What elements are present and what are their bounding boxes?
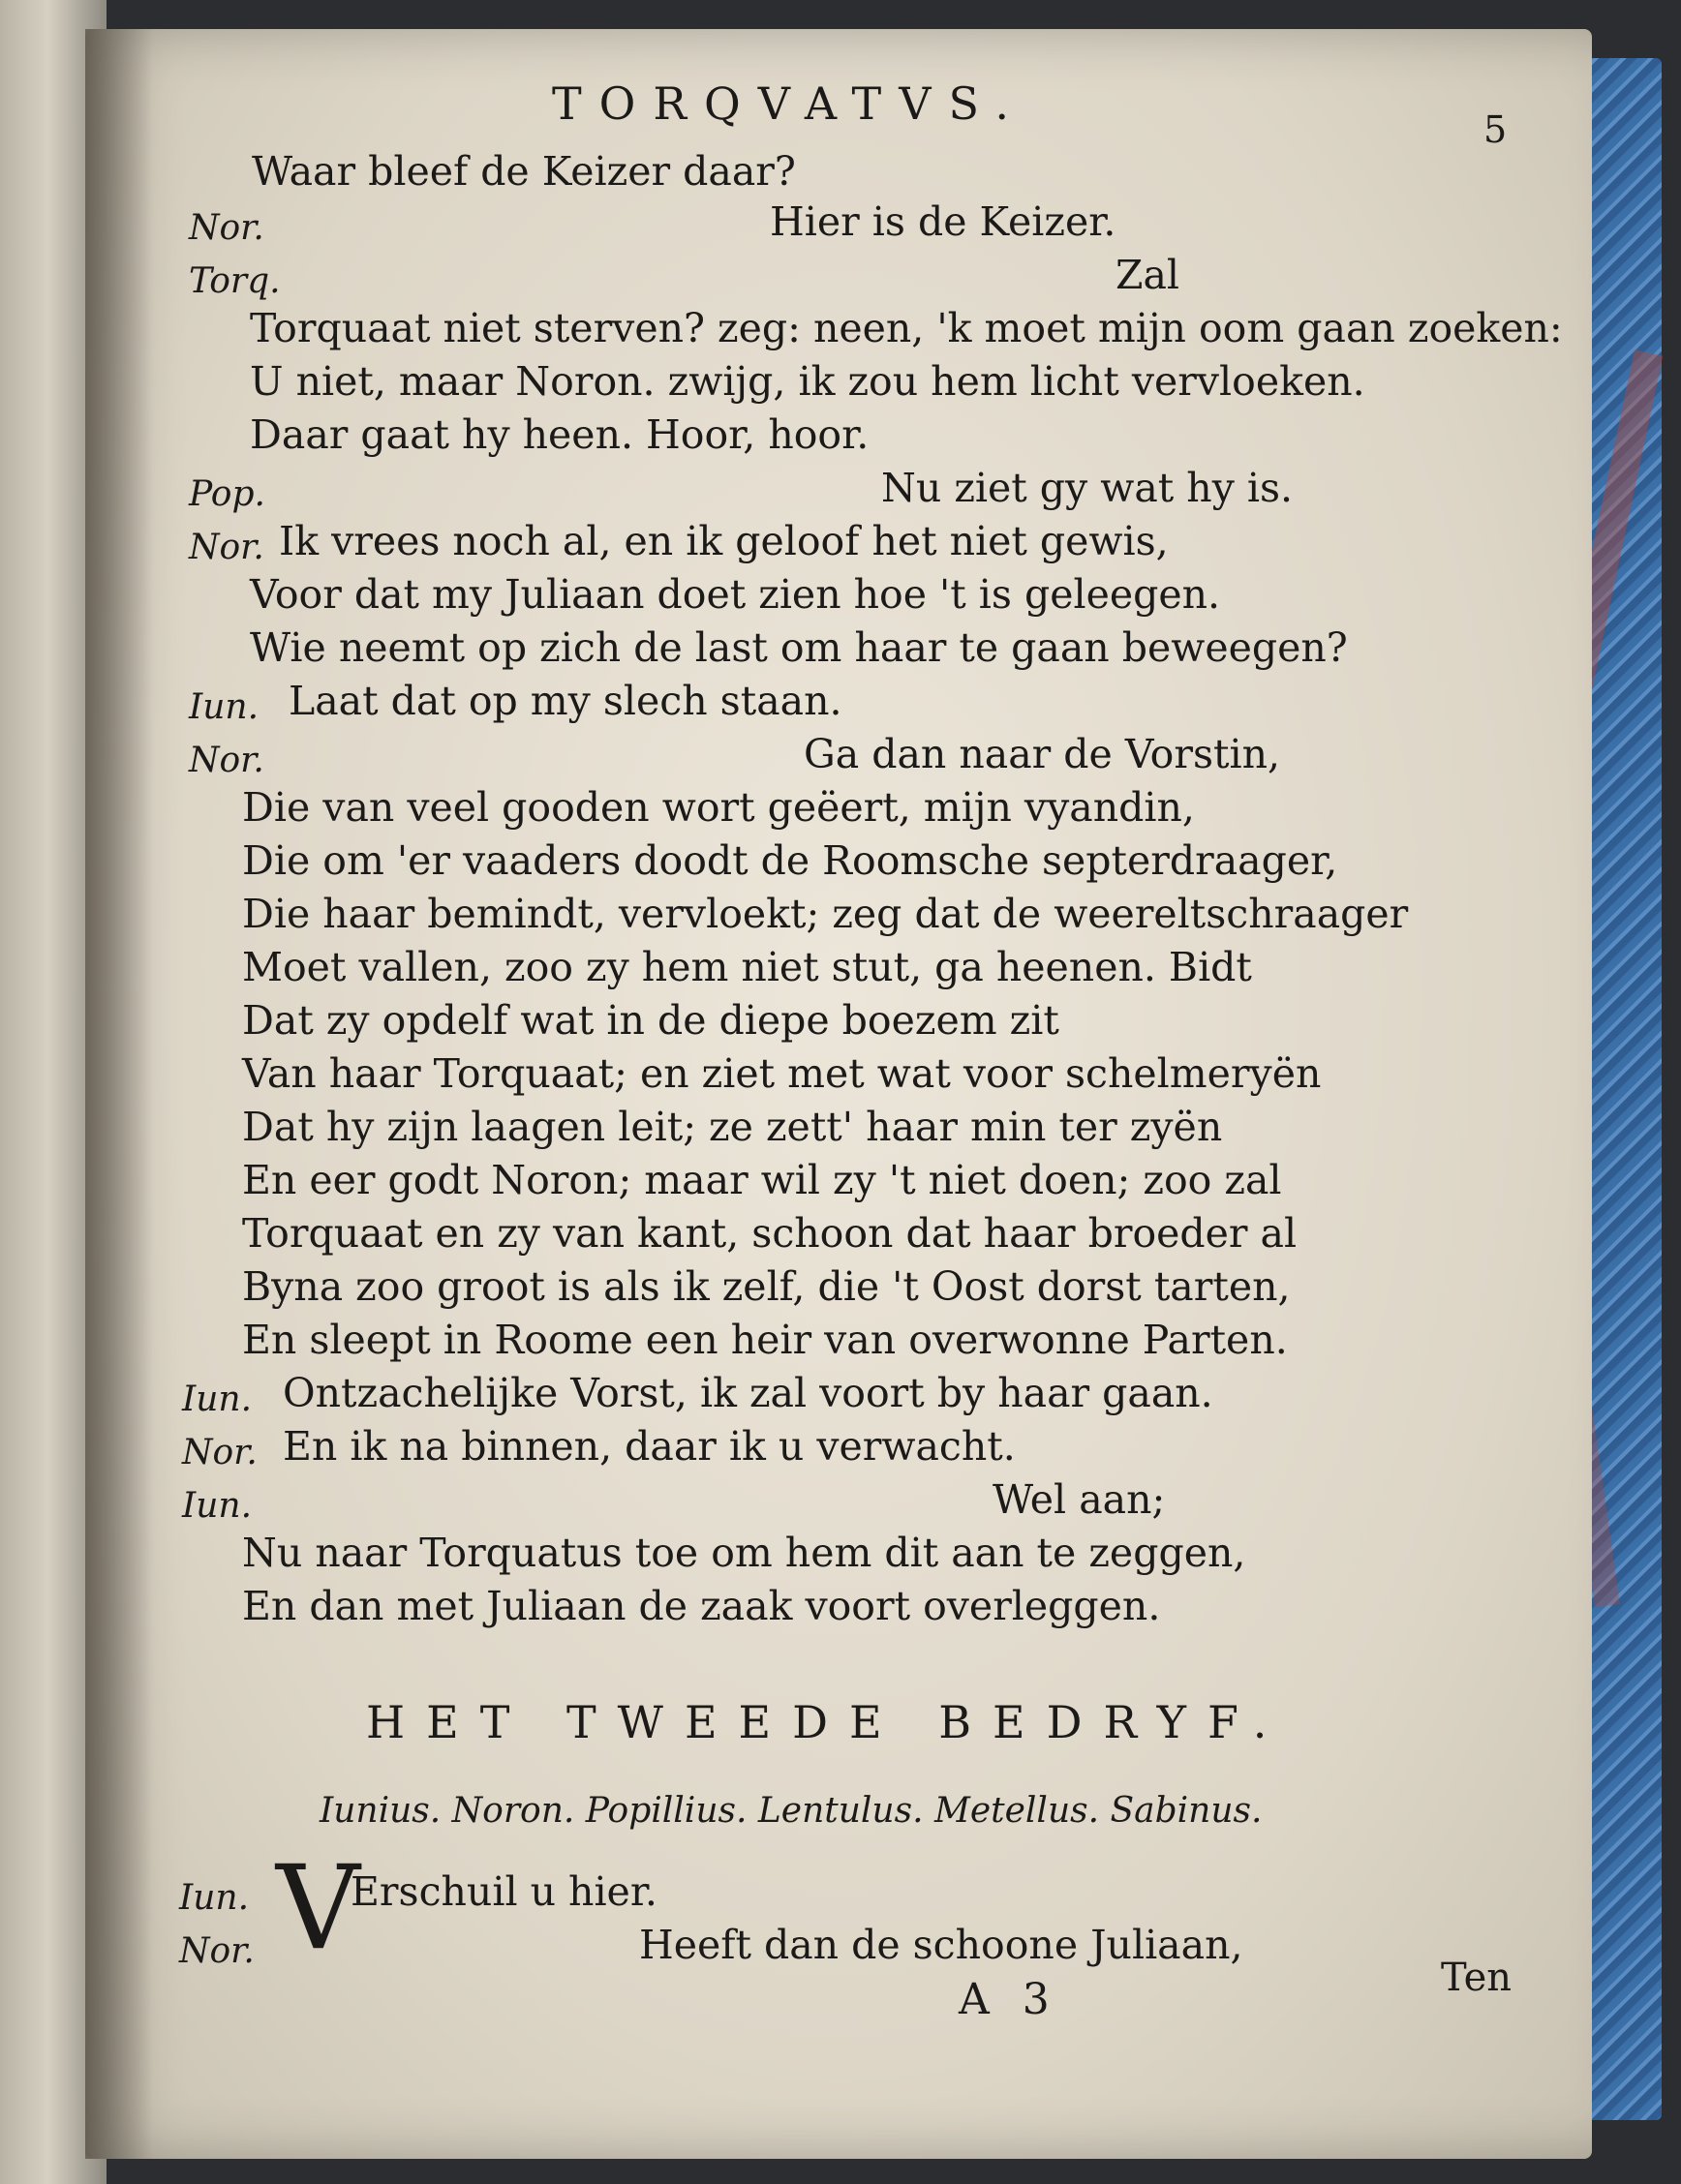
verse-line: Heeft dan de schoone Juliaan, bbox=[639, 1922, 1243, 1968]
speaker-label: Iun. bbox=[182, 1486, 253, 1526]
speaker-label: Nor. bbox=[182, 1433, 258, 1472]
verse-line: Dat zy opdelf wat in de diepe boezem zit bbox=[242, 997, 1059, 1044]
verse-line: En sleept in Roome een heir van overwonne Parten. bbox=[242, 1317, 1288, 1363]
verse-line: Waar bleef de Keizer daar? bbox=[252, 148, 796, 195]
verse-line: U niet, maar Noron. zwijg, ik zou hem licht vervloeken. bbox=[250, 358, 1365, 405]
verse-line: Torquaat niet sterven? zeg: neen, 'k moet mijn oom gaan zoeken: bbox=[250, 305, 1563, 351]
speaker-label: Iun. bbox=[189, 687, 260, 727]
verse-line: En dan met Juliaan de zaak voort overleggen. bbox=[242, 1583, 1161, 1629]
running-head: TORQVATVS. bbox=[552, 77, 1026, 130]
verse-line: Nu ziet gy wat hy is. bbox=[881, 465, 1294, 511]
verse-line: Nu naar Torquatus toe om hem dit aan te zeggen, bbox=[242, 1530, 1246, 1576]
verse-line: Die haar bemindt, vervloekt; zeg dat de weereltschraager bbox=[242, 891, 1409, 937]
verse-line: Hier is de Keizer. bbox=[770, 198, 1116, 245]
verse-line: Wel aan; bbox=[993, 1476, 1166, 1523]
speaker-label: Nor. bbox=[189, 528, 264, 567]
verse-line: Ik vrees noch al, en ik geloof het niet gewis, bbox=[279, 518, 1169, 564]
signature-mark: A 3 bbox=[959, 1975, 1059, 2024]
verse-line: Voor dat my Juliaan doet zien hoe 't is geleegen. bbox=[250, 571, 1221, 618]
speaker-label: Torq. bbox=[189, 261, 281, 301]
verse-line: Wie neemt op zich de last om haar te gaan beweegen? bbox=[250, 624, 1348, 671]
speaker-label: Pop. bbox=[189, 474, 265, 514]
verse-line: Dat hy zijn laagen leit; ze zett' haar min ter zyën bbox=[242, 1104, 1223, 1150]
speaker-label: Iun. bbox=[179, 1878, 250, 1918]
act-title: HET TWEEDE BEDRYF. bbox=[366, 1696, 1289, 1748]
speaker-label: Nor. bbox=[179, 1931, 255, 1971]
verse-line: En eer godt Noron; maar wil zy 't niet doen; zoo zal bbox=[242, 1157, 1282, 1203]
verse-line: Daar gaat hy heen. Hoor, hoor. bbox=[250, 411, 870, 458]
verse-line: Zal bbox=[1116, 252, 1180, 298]
verse-line: Die van veel gooden wort geëert, mijn vyandin, bbox=[242, 784, 1195, 831]
verse-line: Ga dan naar de Vorstin, bbox=[804, 731, 1281, 777]
drop-cap: V bbox=[276, 1841, 360, 1976]
catchword: Ten bbox=[1441, 1956, 1513, 2000]
verse-line: Torquaat en zy van kant, schoon dat haar broeder al bbox=[242, 1210, 1298, 1257]
verse-line: Laat dat op my slech staan. bbox=[289, 678, 842, 724]
verse-line: Ontzachelijke Vorst, ik zal voort by haar gaan. bbox=[283, 1370, 1213, 1416]
speaker-label: Nor. bbox=[189, 208, 264, 248]
verse-line: Moet vallen, zoo zy hem niet stut, ga heenen. Bidt bbox=[242, 944, 1252, 990]
speaker-label: Nor. bbox=[189, 741, 264, 780]
cast-list: Iunius. Noron. Popillius. Lentulus. Metellus. Sabinus. bbox=[320, 1791, 1263, 1831]
verse-line: Erschuil u hier. bbox=[351, 1868, 657, 1915]
page-number: 5 bbox=[1483, 108, 1508, 151]
page-gutter-shadow bbox=[85, 29, 153, 2159]
verse-line: En ik na binnen, daar ik u verwacht. bbox=[283, 1423, 1016, 1470]
speaker-label: Iun. bbox=[182, 1380, 253, 1419]
verse-line: Van haar Torquaat; en ziet met wat voor schelmeryën bbox=[242, 1050, 1322, 1097]
verse-line: Byna zoo groot is als ik zelf, die 't Oost dorst tarten, bbox=[242, 1263, 1291, 1310]
verse-line: Die om 'er vaaders doodt de Roomsche septerdraager, bbox=[242, 837, 1338, 884]
